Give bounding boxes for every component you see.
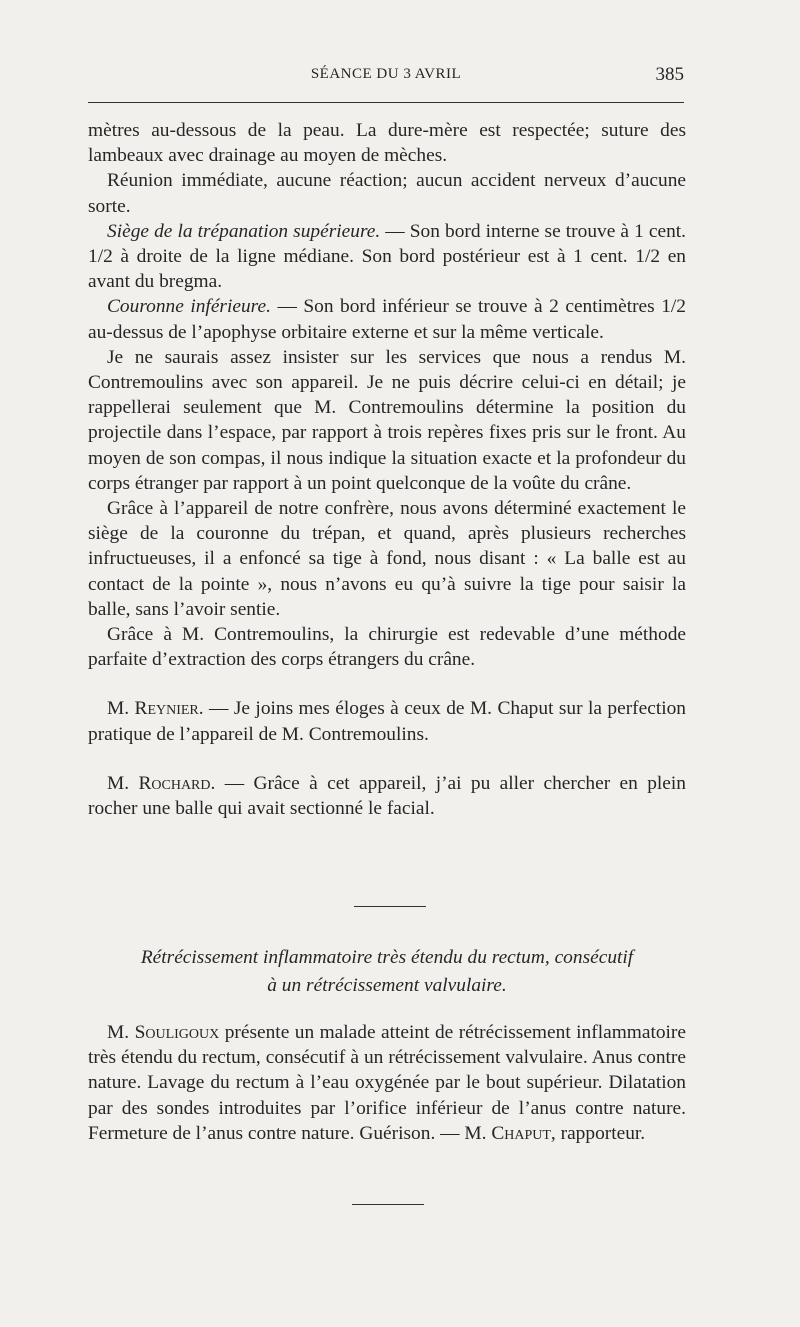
- couronne-text: — Son bord inférieur se trouve à 2 centimètres 1/2 au-dessus de l’apophyse orbitaire externe et sur la même verticale.: [88, 296, 686, 343]
- reynier-prefix: M.: [107, 698, 135, 720]
- rochard-prefix: M.: [107, 772, 139, 794]
- reynier-text: . — Je joins mes éloges à ceux de M. Chaput sur la perfection pratique de l’appareil de M. Contremoulins.: [88, 698, 687, 745]
- paragraph-siege: [88, 219, 686, 295]
- siege-text: — Son bord interne se trouve à 1 cent. 1/2 à droite de la ligne médiane. Son bord postérieur est à 1 cent. 1/2 en avant du bregma.: [88, 220, 686, 293]
- couronne-label: Couronne inférieure.: [107, 296, 271, 318]
- speaker-souligoux: Souligoux: [134, 1022, 220, 1043]
- paragraph-continuation: mètres au-dessous de la peau. La dure-mère est respectée; suture des lambeaux avec drainage au moyen de mèches.: [88, 120, 686, 167]
- end-separator: [352, 1204, 424, 1205]
- rapporteur-name: Chaput: [491, 1122, 551, 1144]
- paragraph-grace-contremoulins: Grâce à M. Contremoulins, la chirurgie est redevable d’une méthode parfaite d’extraction des corps étrangers du crâne.: [88, 624, 686, 671]
- rapporteur-suffix: , rapporteur.: [550, 1122, 646, 1144]
- section-heading-line-1: Rétrécissement inflammatoire très étendu du rectum, consécutif: [140, 947, 634, 968]
- speaker-rochard: Rochard: [138, 772, 211, 794]
- souligoux-prefix: M.: [107, 1022, 135, 1043]
- section-separator: [354, 906, 426, 907]
- paragraph-appareil: Je ne saurais assez insister sur les services que nous a rendus M. Contremoulins avec son appareil. Je ne puis décrire celui-ci en détail; je rappellerai seulement que M. Contremoulins détermine la position du projectile dans l’espace, par rapport à trois repères fixes pris sur le front. Au moyen de son compas, il nous indique la situation exacte et la profondeur du corps étranger par rapport à un point quelconque de la voûte du crâne.: [88, 346, 686, 494]
- running-title: SÉANCE DU 3 AVRIL: [310, 66, 462, 82]
- speaker-reynier: Reynier: [134, 698, 199, 720]
- paragraph-reunion: Réunion immédiate, aucune réaction; aucun accident nerveux d’aucune sorte.: [88, 170, 686, 217]
- running-header: [88, 64, 684, 90]
- rochard-text: . — Grâce à cet appareil, j’ai pu aller chercher en plein rocher une balle qui avait sectionné le facial.: [88, 772, 686, 820]
- page-number: 385: [655, 64, 684, 85]
- paragraph-rochard: [88, 771, 686, 821]
- siege-label: Siège de la trépanation supérieure.: [107, 220, 381, 242]
- paragraph-grace-confrere: Grâce à l’appareil de notre confrère, nous avons déterminé exactement le siège de la couronne du trépan, et quand, après plusieurs recherches infructueuses, il a enfoncé sa tige à fond, nous disant : « La balle est au contact de la pointe », nous n’avons eu qu’à suivre la tige pour saisir la balle, sans l’avoir sentie.: [88, 498, 686, 620]
- main-text: [88, 118, 686, 821]
- section-heading: [88, 944, 686, 1000]
- paragraph-souligoux: [88, 1020, 686, 1146]
- paragraph-couronne: [88, 294, 686, 344]
- paragraph-reynier: [88, 696, 686, 746]
- souligoux-text: présente un malade atteint de rétrécissement inflammatoire très étendu du rectum, consécutif à un rétrécissement valvulaire. Anus contre nature. Lavage du rectum à l’eau oxygénée par le bout supérieur. Dilatation par des sondes introduites par l’orifice inférieur de l’anus contre nature. Fermeture de l’anus contre nature. Guérison. — M.: [88, 1022, 687, 1144]
- section-heading-line-2: à un rétrécissement valvulaire.: [267, 975, 507, 996]
- section-text: [88, 1020, 686, 1146]
- header-rule: [88, 102, 684, 103]
